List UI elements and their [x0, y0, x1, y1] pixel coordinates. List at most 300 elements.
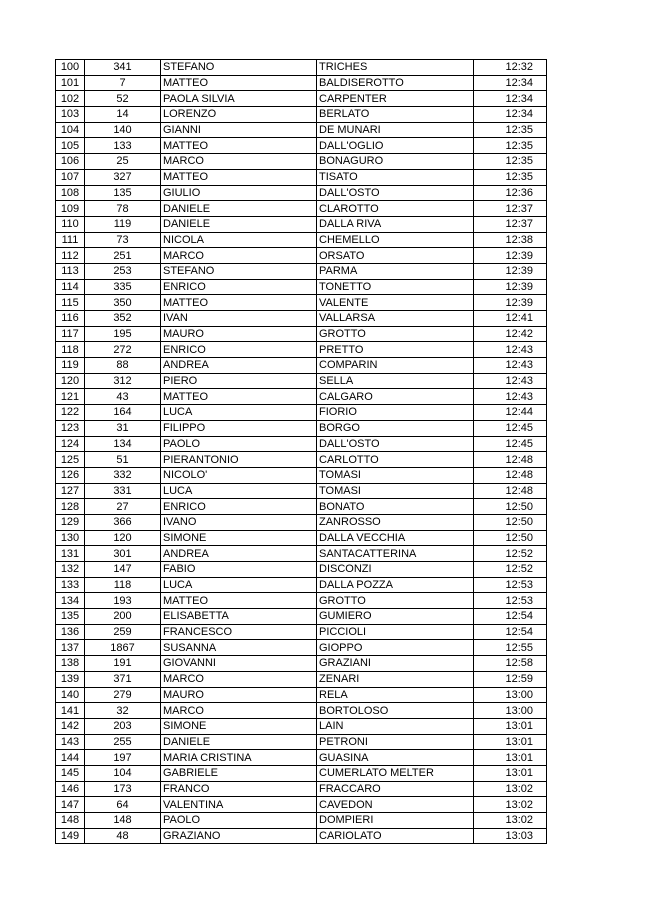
finish-time-cell: 13:01 [474, 750, 547, 766]
finish-time-cell: 12:35 [474, 122, 547, 138]
finish-time-cell: 12:48 [474, 467, 547, 483]
position-cell: 110 [56, 216, 85, 232]
first-name-cell: GIULIO [161, 185, 317, 201]
finish-time-cell: 12:43 [474, 342, 547, 358]
last-name-cell: BORGO [317, 420, 474, 436]
table-row [56, 358, 547, 374]
last-name-cell: CLAROTTO [317, 201, 474, 217]
bib-number-cell: 51 [85, 452, 161, 468]
last-name-cell: TRICHES [317, 60, 474, 76]
first-name-cell: IVAN [161, 311, 317, 327]
finish-time-cell: 12:36 [474, 185, 547, 201]
last-name-cell: BONATO [317, 499, 474, 515]
bib-number-cell: 64 [85, 797, 161, 813]
first-name-cell: FILIPPO [161, 420, 317, 436]
first-name-cell: LUCA [161, 405, 317, 421]
position-cell: 122 [56, 405, 85, 421]
last-name-cell: FRACCARO [317, 781, 474, 797]
finish-time-cell: 13:01 [474, 734, 547, 750]
last-name-cell: DALLA RIVA [317, 216, 474, 232]
finish-time-cell: 12:52 [474, 562, 547, 578]
position-cell: 132 [56, 562, 85, 578]
position-cell: 149 [56, 828, 85, 844]
bib-number-cell: 104 [85, 765, 161, 781]
finish-time-cell: 12:53 [474, 593, 547, 609]
bib-number-cell: 48 [85, 828, 161, 844]
position-cell: 105 [56, 138, 85, 154]
first-name-cell: GRAZIANO [161, 828, 317, 844]
table-row [56, 593, 547, 609]
last-name-cell: FIORIO [317, 405, 474, 421]
last-name-cell: DISCONZI [317, 562, 474, 578]
finish-time-cell: 12:38 [474, 232, 547, 248]
first-name-cell: MAURO [161, 687, 317, 703]
table-row [56, 624, 547, 640]
position-cell: 127 [56, 483, 85, 499]
position-cell: 115 [56, 295, 85, 311]
bib-number-cell: 332 [85, 467, 161, 483]
first-name-cell: FRANCESCO [161, 624, 317, 640]
table-row [56, 703, 547, 719]
first-name-cell: GIANNI [161, 122, 317, 138]
bib-number-cell: 335 [85, 279, 161, 295]
last-name-cell: ZANROSSO [317, 514, 474, 530]
first-name-cell: ANDREA [161, 546, 317, 562]
position-cell: 128 [56, 499, 85, 515]
table-row [56, 546, 547, 562]
last-name-cell: COMPARIN [317, 358, 474, 374]
first-name-cell: STEFANO [161, 263, 317, 279]
finish-time-cell: 13:03 [474, 828, 547, 844]
bib-number-cell: 140 [85, 122, 161, 138]
first-name-cell: VALENTINA [161, 797, 317, 813]
last-name-cell: LAIN [317, 718, 474, 734]
first-name-cell: ANDREA [161, 358, 317, 374]
table-row [56, 311, 547, 327]
last-name-cell: GIOPPO [317, 640, 474, 656]
bib-number-cell: 255 [85, 734, 161, 750]
finish-time-cell: 12:41 [474, 311, 547, 327]
table-row [56, 530, 547, 546]
table-row [56, 781, 547, 797]
table-row [56, 718, 547, 734]
last-name-cell: DALLA VECCHIA [317, 530, 474, 546]
bib-number-cell: 327 [85, 169, 161, 185]
first-name-cell: GABRIELE [161, 765, 317, 781]
finish-time-cell: 13:00 [474, 703, 547, 719]
last-name-cell: DALL'OSTO [317, 436, 474, 452]
last-name-cell: GUMIERO [317, 609, 474, 625]
position-cell: 146 [56, 781, 85, 797]
finish-time-cell: 12:48 [474, 483, 547, 499]
last-name-cell: GRAZIANI [317, 656, 474, 672]
finish-time-cell: 12:50 [474, 514, 547, 530]
position-cell: 148 [56, 813, 85, 829]
bib-number-cell: 120 [85, 530, 161, 546]
position-cell: 116 [56, 311, 85, 327]
last-name-cell: DOMPIERI [317, 813, 474, 829]
finish-time-cell: 12:58 [474, 656, 547, 672]
table-row [56, 483, 547, 499]
table-row [56, 452, 547, 468]
bib-number-cell: 279 [85, 687, 161, 703]
table-row [56, 750, 547, 766]
first-name-cell: MARCO [161, 248, 317, 264]
first-name-cell: LUCA [161, 483, 317, 499]
bib-number-cell: 197 [85, 750, 161, 766]
finish-time-cell: 12:43 [474, 389, 547, 405]
finish-time-cell: 12:45 [474, 420, 547, 436]
finish-time-cell: 13:02 [474, 813, 547, 829]
first-name-cell: MATTEO [161, 389, 317, 405]
table-row [56, 389, 547, 405]
table-row [56, 138, 547, 154]
position-cell: 134 [56, 593, 85, 609]
table-row [56, 467, 547, 483]
finish-time-cell: 12:43 [474, 358, 547, 374]
finish-time-cell: 12:34 [474, 75, 547, 91]
table-row [56, 107, 547, 123]
bib-number-cell: 195 [85, 326, 161, 342]
last-name-cell: TONETTO [317, 279, 474, 295]
finish-time-cell: 12:39 [474, 248, 547, 264]
table-row [56, 201, 547, 217]
bib-number-cell: 352 [85, 311, 161, 327]
bib-number-cell: 135 [85, 185, 161, 201]
last-name-cell: PARMA [317, 263, 474, 279]
table-row [56, 671, 547, 687]
bib-number-cell: 251 [85, 248, 161, 264]
bib-number-cell: 52 [85, 91, 161, 107]
last-name-cell: CAVEDON [317, 797, 474, 813]
finish-time-cell: 12:44 [474, 405, 547, 421]
bib-number-cell: 118 [85, 577, 161, 593]
finish-time-cell: 12:35 [474, 154, 547, 170]
bib-number-cell: 43 [85, 389, 161, 405]
position-cell: 130 [56, 530, 85, 546]
bib-number-cell: 191 [85, 656, 161, 672]
first-name-cell: DANIELE [161, 734, 317, 750]
position-cell: 103 [56, 107, 85, 123]
table-row [56, 797, 547, 813]
position-cell: 114 [56, 279, 85, 295]
table-row [56, 169, 547, 185]
bib-number-cell: 253 [85, 263, 161, 279]
finish-time-cell: 12:48 [474, 452, 547, 468]
position-cell: 129 [56, 514, 85, 530]
bib-number-cell: 350 [85, 295, 161, 311]
first-name-cell: MATTEO [161, 169, 317, 185]
finish-time-cell: 12:55 [474, 640, 547, 656]
position-cell: 104 [56, 122, 85, 138]
last-name-cell: TISATO [317, 169, 474, 185]
table-row [56, 514, 547, 530]
first-name-cell: FABIO [161, 562, 317, 578]
position-cell: 117 [56, 326, 85, 342]
last-name-cell: PETRONI [317, 734, 474, 750]
position-cell: 140 [56, 687, 85, 703]
bib-number-cell: 203 [85, 718, 161, 734]
bib-number-cell: 164 [85, 405, 161, 421]
bib-number-cell: 173 [85, 781, 161, 797]
last-name-cell: BORTOLOSO [317, 703, 474, 719]
position-cell: 101 [56, 75, 85, 91]
position-cell: 118 [56, 342, 85, 358]
last-name-cell: VALENTE [317, 295, 474, 311]
bib-number-cell: 31 [85, 420, 161, 436]
last-name-cell: GUASINA [317, 750, 474, 766]
table-row [56, 577, 547, 593]
results-table-body [56, 60, 547, 844]
position-cell: 107 [56, 169, 85, 185]
position-cell: 144 [56, 750, 85, 766]
last-name-cell: BONAGURO [317, 154, 474, 170]
last-name-cell: BALDISEROTTO [317, 75, 474, 91]
position-cell: 139 [56, 671, 85, 687]
position-cell: 142 [56, 718, 85, 734]
first-name-cell: FRANCO [161, 781, 317, 797]
last-name-cell: DALL'OGLIO [317, 138, 474, 154]
results-sheet [55, 59, 547, 844]
finish-time-cell: 12:39 [474, 295, 547, 311]
finish-time-cell: 12:34 [474, 107, 547, 123]
bib-number-cell: 371 [85, 671, 161, 687]
bib-number-cell: 312 [85, 373, 161, 389]
position-cell: 126 [56, 467, 85, 483]
bib-number-cell: 25 [85, 154, 161, 170]
first-name-cell: MARIA CRISTINA [161, 750, 317, 766]
first-name-cell: MARCO [161, 671, 317, 687]
last-name-cell: DE MUNARI [317, 122, 474, 138]
last-name-cell: CALGARO [317, 389, 474, 405]
bib-number-cell: 1867 [85, 640, 161, 656]
last-name-cell: TOMASI [317, 483, 474, 499]
first-name-cell: PIERANTONIO [161, 452, 317, 468]
first-name-cell: ENRICO [161, 499, 317, 515]
bib-number-cell: 73 [85, 232, 161, 248]
finish-time-cell: 12:45 [474, 436, 547, 452]
finish-time-cell: 13:02 [474, 781, 547, 797]
table-row [56, 216, 547, 232]
bib-number-cell: 341 [85, 60, 161, 76]
position-cell: 111 [56, 232, 85, 248]
finish-time-cell: 12:54 [474, 624, 547, 640]
first-name-cell: LUCA [161, 577, 317, 593]
bib-number-cell: 119 [85, 216, 161, 232]
last-name-cell: DALLA POZZA [317, 577, 474, 593]
finish-time-cell: 12:54 [474, 609, 547, 625]
table-row [56, 734, 547, 750]
finish-time-cell: 12:52 [474, 546, 547, 562]
first-name-cell: ELISABETTA [161, 609, 317, 625]
position-cell: 133 [56, 577, 85, 593]
first-name-cell: PAOLO [161, 436, 317, 452]
first-name-cell: NICOLA [161, 232, 317, 248]
bib-number-cell: 272 [85, 342, 161, 358]
position-cell: 131 [56, 546, 85, 562]
position-cell: 136 [56, 624, 85, 640]
table-row [56, 279, 547, 295]
table-row [56, 154, 547, 170]
last-name-cell: PICCIOLI [317, 624, 474, 640]
first-name-cell: DANIELE [161, 216, 317, 232]
position-cell: 100 [56, 60, 85, 76]
table-row [56, 765, 547, 781]
first-name-cell: DANIELE [161, 201, 317, 217]
position-cell: 112 [56, 248, 85, 264]
bib-number-cell: 133 [85, 138, 161, 154]
first-name-cell: MATTEO [161, 75, 317, 91]
first-name-cell: PIERO [161, 373, 317, 389]
table-row [56, 91, 547, 107]
finish-time-cell: 12:37 [474, 216, 547, 232]
position-cell: 113 [56, 263, 85, 279]
table-row [56, 248, 547, 264]
position-cell: 119 [56, 358, 85, 374]
finish-time-cell: 12:50 [474, 530, 547, 546]
finish-time-cell: 12:39 [474, 279, 547, 295]
table-row [56, 373, 547, 389]
finish-time-cell: 12:39 [474, 263, 547, 279]
bib-number-cell: 301 [85, 546, 161, 562]
first-name-cell: IVANO [161, 514, 317, 530]
bib-number-cell: 331 [85, 483, 161, 499]
first-name-cell: GIOVANNI [161, 656, 317, 672]
table-row [56, 60, 547, 76]
bib-number-cell: 88 [85, 358, 161, 374]
position-cell: 135 [56, 609, 85, 625]
bib-number-cell: 134 [85, 436, 161, 452]
table-row [56, 656, 547, 672]
first-name-cell: SIMONE [161, 530, 317, 546]
first-name-cell: MATTEO [161, 295, 317, 311]
bib-number-cell: 148 [85, 813, 161, 829]
position-cell: 137 [56, 640, 85, 656]
first-name-cell: MATTEO [161, 138, 317, 154]
table-row [56, 122, 547, 138]
first-name-cell: ENRICO [161, 279, 317, 295]
last-name-cell: GROTTO [317, 593, 474, 609]
bib-number-cell: 7 [85, 75, 161, 91]
table-row [56, 342, 547, 358]
finish-time-cell: 12:50 [474, 499, 547, 515]
table-row [56, 420, 547, 436]
finish-time-cell: 12:34 [474, 91, 547, 107]
last-name-cell: CUMERLATO MELTER [317, 765, 474, 781]
finish-time-cell: 12:32 [474, 60, 547, 76]
table-row [56, 232, 547, 248]
last-name-cell: PRETTO [317, 342, 474, 358]
table-row [56, 185, 547, 201]
first-name-cell: PAOLO [161, 813, 317, 829]
finish-time-cell: 12:35 [474, 138, 547, 154]
last-name-cell: RELA [317, 687, 474, 703]
last-name-cell: CARIOLATO [317, 828, 474, 844]
last-name-cell: VALLARSA [317, 311, 474, 327]
first-name-cell: MARCO [161, 703, 317, 719]
last-name-cell: CARPENTER [317, 91, 474, 107]
first-name-cell: LORENZO [161, 107, 317, 123]
first-name-cell: MARCO [161, 154, 317, 170]
finish-time-cell: 12:53 [474, 577, 547, 593]
position-cell: 147 [56, 797, 85, 813]
finish-time-cell: 13:02 [474, 797, 547, 813]
finish-time-cell: 12:43 [474, 373, 547, 389]
table-row [56, 436, 547, 452]
bib-number-cell: 14 [85, 107, 161, 123]
position-cell: 143 [56, 734, 85, 750]
position-cell: 108 [56, 185, 85, 201]
table-row [56, 499, 547, 515]
position-cell: 138 [56, 656, 85, 672]
results-table [55, 59, 547, 844]
position-cell: 123 [56, 420, 85, 436]
first-name-cell: PAOLA SILVIA [161, 91, 317, 107]
last-name-cell: ORSATO [317, 248, 474, 264]
last-name-cell: CHEMELLO [317, 232, 474, 248]
last-name-cell: BERLATO [317, 107, 474, 123]
finish-time-cell: 13:01 [474, 765, 547, 781]
last-name-cell: GROTTO [317, 326, 474, 342]
finish-time-cell: 13:00 [474, 687, 547, 703]
position-cell: 141 [56, 703, 85, 719]
bib-number-cell: 78 [85, 201, 161, 217]
position-cell: 109 [56, 201, 85, 217]
first-name-cell: SIMONE [161, 718, 317, 734]
bib-number-cell: 147 [85, 562, 161, 578]
bib-number-cell: 259 [85, 624, 161, 640]
last-name-cell: DALL'OSTO [317, 185, 474, 201]
last-name-cell: SELLA [317, 373, 474, 389]
last-name-cell: CARLOTTO [317, 452, 474, 468]
table-row [56, 295, 547, 311]
bib-number-cell: 366 [85, 514, 161, 530]
position-cell: 102 [56, 91, 85, 107]
first-name-cell: SUSANNA [161, 640, 317, 656]
table-row [56, 813, 547, 829]
finish-time-cell: 12:35 [474, 169, 547, 185]
table-row [56, 562, 547, 578]
last-name-cell: SANTACATTERINA [317, 546, 474, 562]
bib-number-cell: 193 [85, 593, 161, 609]
table-row [56, 609, 547, 625]
first-name-cell: STEFANO [161, 60, 317, 76]
position-cell: 120 [56, 373, 85, 389]
table-row [56, 75, 547, 91]
last-name-cell: TOMASI [317, 467, 474, 483]
finish-time-cell: 12:42 [474, 326, 547, 342]
table-row [56, 263, 547, 279]
table-row [56, 640, 547, 656]
table-row [56, 405, 547, 421]
table-row [56, 687, 547, 703]
first-name-cell: MATTEO [161, 593, 317, 609]
table-row [56, 828, 547, 844]
position-cell: 145 [56, 765, 85, 781]
bib-number-cell: 32 [85, 703, 161, 719]
finish-time-cell: 12:59 [474, 671, 547, 687]
last-name-cell: ZENARI [317, 671, 474, 687]
finish-time-cell: 12:37 [474, 201, 547, 217]
bib-number-cell: 200 [85, 609, 161, 625]
first-name-cell: MAURO [161, 326, 317, 342]
position-cell: 124 [56, 436, 85, 452]
position-cell: 125 [56, 452, 85, 468]
position-cell: 121 [56, 389, 85, 405]
table-row [56, 326, 547, 342]
first-name-cell: ENRICO [161, 342, 317, 358]
position-cell: 106 [56, 154, 85, 170]
